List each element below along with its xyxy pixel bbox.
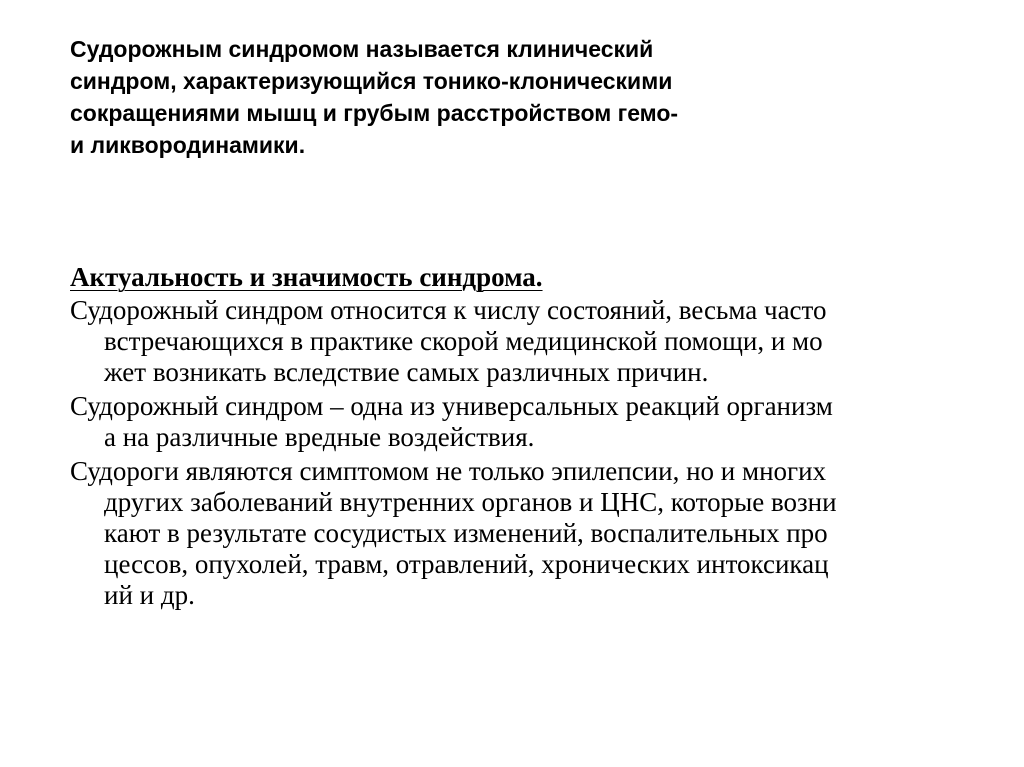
paragraph-line: ий и др.: [104, 580, 195, 610]
definition-line: сокращениями мышц и грубым расстройством гемо-: [70, 100, 679, 126]
paragraph-line: встречающихся в практике скорой медицинской помощи, и мо: [104, 326, 823, 356]
paragraph-line: Судороги являются симптомом не только эпилепсии, но и многих: [70, 456, 827, 486]
paragraph-line: цессов, опухолей, травм, отравлений, хронических интоксикац: [104, 549, 829, 579]
paragraph-line: Судорожный синдром относится к числу состояний, весьма часто: [70, 295, 827, 325]
definition-block: [70, 33, 850, 161]
paragraph-line: а на различные вредные воздействия.: [104, 422, 535, 452]
definition-line: Судорожным синдромом называется клинический: [70, 36, 654, 62]
paragraph-symptom: [70, 456, 1000, 611]
paragraph-line: жет возникать вследствие самых различных причин.: [104, 357, 709, 387]
paragraph-line: кают в результате сосудистых изменений, воспалительных про: [104, 518, 828, 548]
paragraph-universal-reaction: [70, 391, 1000, 453]
definition-line: и ликвородинамики.: [70, 132, 306, 158]
paragraph-line: других заболеваний внутренних органов и ЦНС, которые возни: [104, 487, 837, 517]
definition-line: синдром, характеризующийся тонико-клоническими: [70, 68, 673, 94]
relevance-section: [70, 262, 1000, 611]
paragraph-line: Судорожный синдром – одна из универсальных реакций организм: [70, 391, 833, 421]
section-heading: Актуальность и значимость синдрома.: [70, 262, 543, 292]
paragraph-prevalence: [70, 295, 1000, 388]
